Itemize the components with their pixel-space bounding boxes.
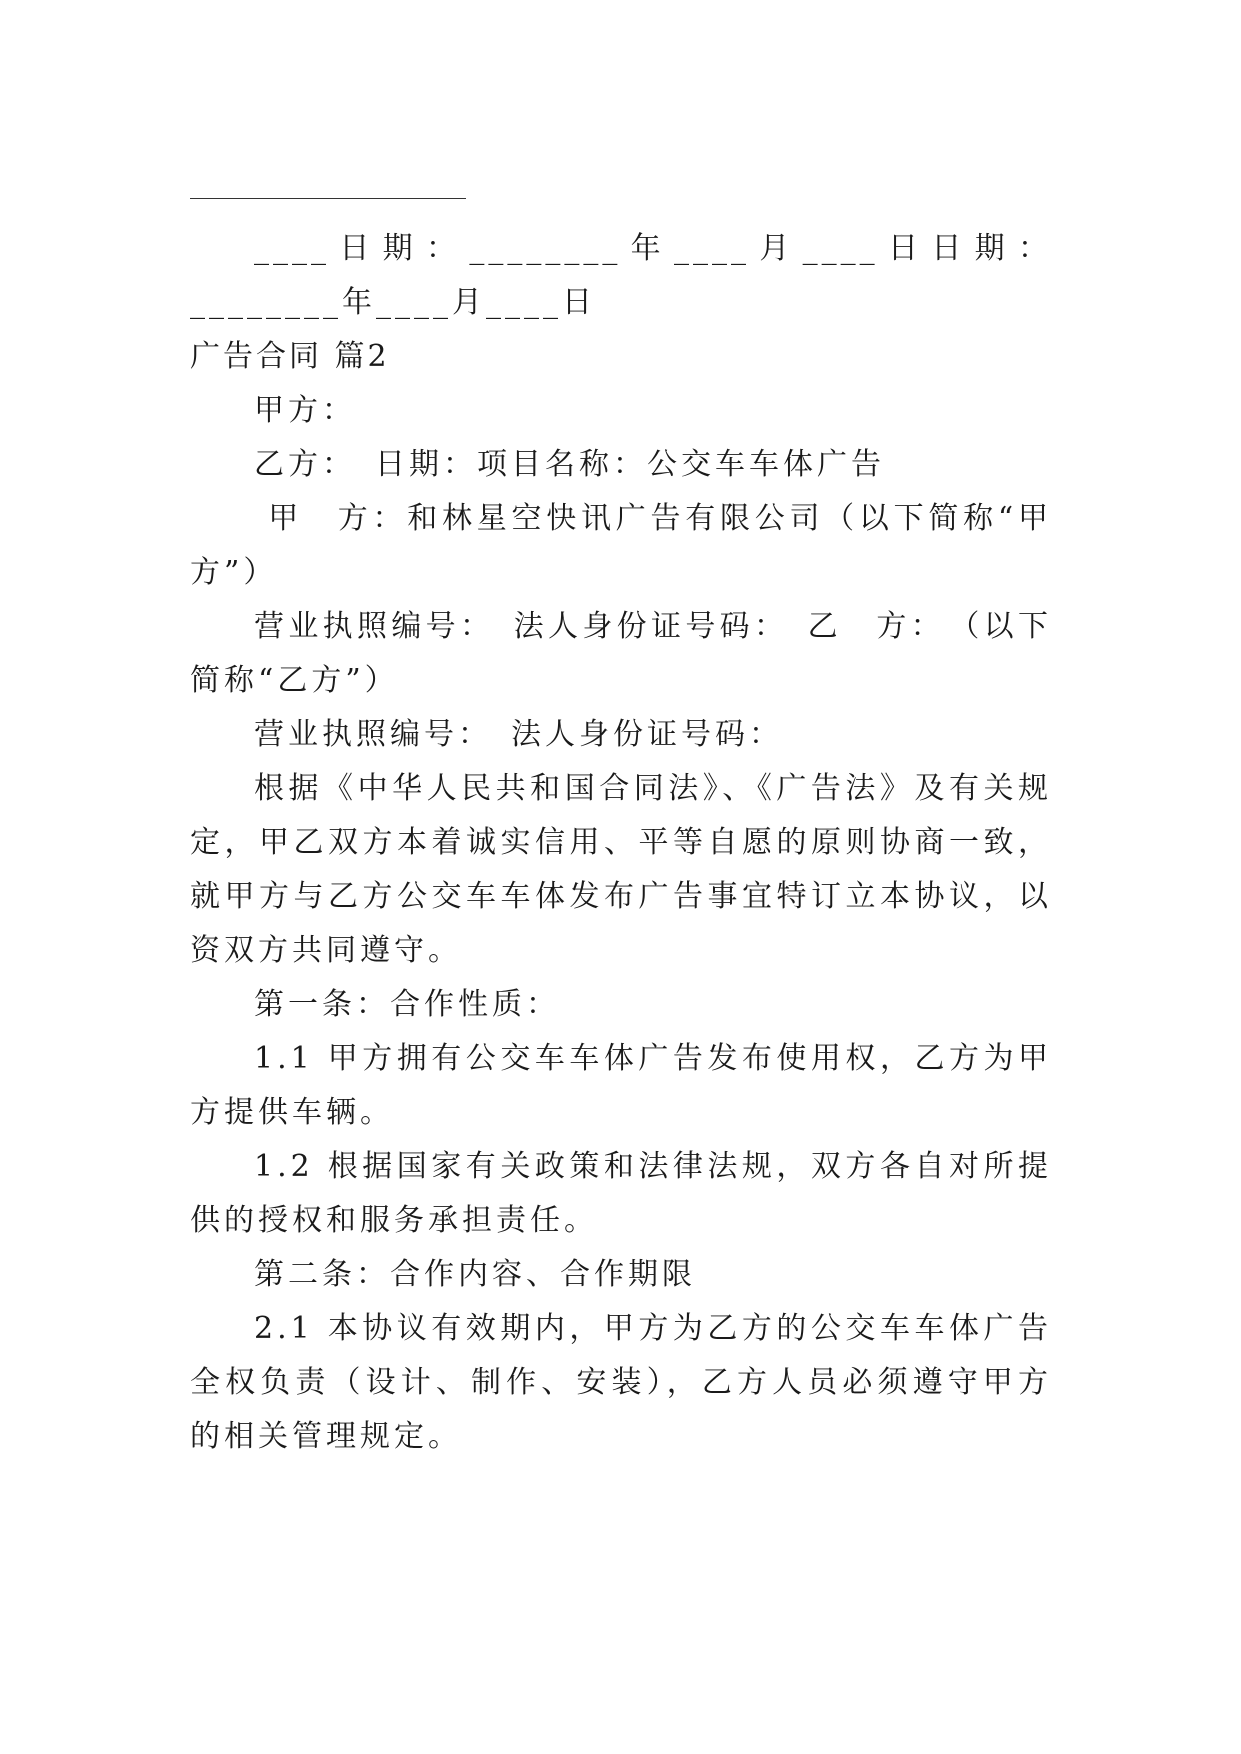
article-1-heading: 第一条：合作性质： [254,987,560,1022]
document-body [190,222,1052,1464]
clause-1-2: 1.2 根据国家有关政策和法律法规，双方各自对所提供的授权和服务承担责任。 [190,1149,1052,1238]
section-heading: 广告合同 篇2 [190,339,390,374]
clause-1-1: 1.1 甲方拥有公交车车体广告发布使用权，乙方为甲方提供车辆。 [190,1041,1052,1130]
party-a-line: 甲方： [254,393,356,428]
article-2-heading: 第二条：合作内容、合作期限 [254,1257,696,1292]
preamble-paragraph: 根据《中华人民共和国合同法》、《广告法》及有关规定，甲乙双方本着诚实信用、平等自愿的原则协商一致，就甲方与乙方公交车车体发布广告事宜特订立本协议，以资双方共同遵守。 [190,771,1052,968]
clause-2-1: 2.1 本协议有效期内，甲方为乙方的公交车车体广告全权负责（设计、制作、安装），乙方人员必须遵守甲方的相关管理规定。 [190,1311,1052,1454]
signature-underline [190,198,466,199]
license-line-1: 营业执照编号： 法人身份证号码： 乙 方： （以下简称“乙方”） [190,609,1052,698]
date-line: ____日期：________年____月____日日期：________年____月____日 [190,231,1052,320]
license-line-2: 营业执照编号： 法人身份证号码： [254,717,783,752]
party-b-line: 乙方： 日期：项目名称：公交车车体广告 [254,447,885,482]
party-a-name: 甲 方：和林星空快讯广告有限公司（以下简称“甲方”） [190,501,1052,590]
